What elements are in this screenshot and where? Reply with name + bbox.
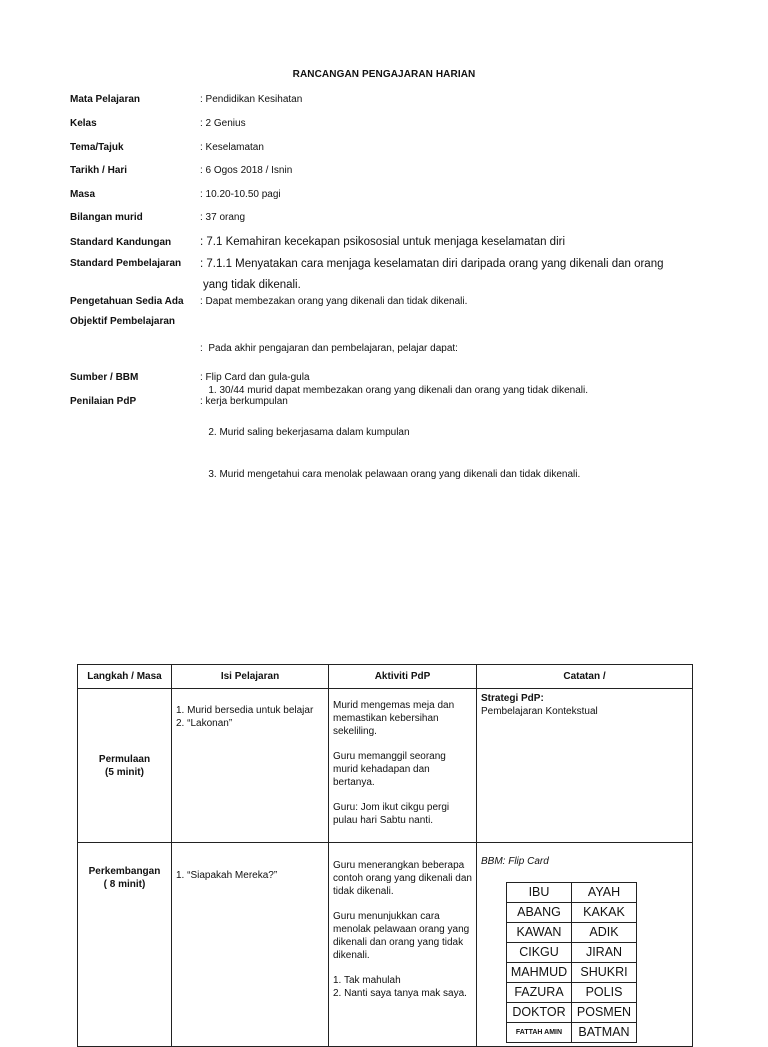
flip-card-row bbox=[507, 903, 637, 923]
field-value: : Pendidikan Kesihatan bbox=[200, 94, 303, 105]
activity-paragraph: 1. Tak mahulah 2. Nanti saya tanya mak saya. bbox=[333, 975, 467, 999]
flip-card: AYAH bbox=[572, 883, 637, 903]
field-value: : Keselamatan bbox=[200, 142, 264, 153]
flip-card: POSMEN bbox=[572, 1003, 637, 1023]
field-value-line: 2. Murid saling bekerjasama dalam kumpulan bbox=[200, 427, 410, 438]
flip-card: DOKTOR bbox=[507, 1003, 572, 1023]
flip-card: ABANG bbox=[507, 903, 572, 923]
field-label: Masa bbox=[70, 189, 96, 200]
field-label: Objektif Pembelajaran bbox=[70, 316, 176, 327]
field-label: Standard Pembelajaran bbox=[70, 258, 182, 269]
notes-heading: Strategi PdP: bbox=[481, 693, 544, 704]
notes-text: Pembelajaran Kontekstual bbox=[481, 706, 598, 717]
column-header: Catatan / bbox=[477, 665, 693, 689]
field-value bbox=[200, 314, 588, 510]
flip-card: ADIK bbox=[572, 923, 637, 943]
content-cell bbox=[172, 689, 329, 843]
content-item: 1. Murid bersedia untuk belajar bbox=[176, 705, 314, 716]
notes-cell bbox=[477, 843, 693, 1047]
flip-card: SHUKRI bbox=[572, 963, 637, 983]
flip-card: FAZURA bbox=[507, 983, 572, 1003]
notes-cell bbox=[477, 689, 693, 843]
flip-card: KAKAK bbox=[572, 903, 637, 923]
field-value: : Flip Card dan gula-gula bbox=[200, 372, 310, 383]
activity-paragraph: Guru memanggil seorang murid kehadapan dan bertanya. bbox=[333, 751, 446, 788]
page-title: RANCANGAN PENGAJARAN HARIAN bbox=[292, 69, 476, 80]
flip-card: IBU bbox=[507, 883, 572, 903]
column-header: Aktiviti PdP bbox=[329, 665, 477, 689]
content-cell bbox=[172, 843, 329, 1047]
field-label: Mata Pelajaran bbox=[70, 94, 141, 105]
lesson-plan-table bbox=[77, 664, 693, 1047]
flip-card: JIRAN bbox=[572, 943, 637, 963]
flip-card-row bbox=[507, 943, 637, 963]
table-row-perkembangan bbox=[78, 843, 693, 1047]
activity-paragraph: Murid mengemas meja dan memastikan kebersihan sekeliling. bbox=[333, 700, 455, 737]
flip-card-row bbox=[507, 983, 637, 1003]
step-name: Permulaan bbox=[98, 753, 151, 765]
field-label: Pengetahuan Sedia Ada bbox=[70, 296, 184, 307]
field-label: Penilaian PdP bbox=[70, 396, 137, 407]
field-value-line: 3. Murid mengetahui cara menolak pelawaan orang yang dikenali dan tidak dikenali. bbox=[200, 469, 581, 480]
flip-card: CIKGU bbox=[507, 943, 572, 963]
step-duration: (5 minit) bbox=[105, 766, 144, 778]
content-item: 2. “Lakonan” bbox=[176, 718, 233, 729]
activity-paragraph: Guru menunjukkan cara menolak pelawaan orang yang dikenali dan orang yang tidak dikenali. bbox=[333, 911, 470, 961]
flip-card: MAHMUD bbox=[507, 963, 572, 983]
flip-card-row bbox=[507, 1023, 637, 1043]
field-value: : 2 Genius bbox=[200, 118, 246, 129]
field-value: : kerja berkumpulan bbox=[200, 396, 288, 407]
step-name: Perkembangan bbox=[88, 866, 161, 877]
activity-cell bbox=[329, 843, 477, 1047]
table-row-permulaan bbox=[78, 689, 693, 843]
column-header: Langkah / Masa bbox=[78, 665, 172, 689]
field-value: : 7.1 Kemahiran kecekapan psikososial untuk menjaga keselamatan diri bbox=[200, 236, 566, 248]
flip-card: KAWAN bbox=[507, 923, 572, 943]
field-value-line: : Pada akhir pengajaran dan pembelajaran, pelajar dapat: bbox=[200, 343, 458, 354]
field-value: : 10.20-10.50 pagi bbox=[200, 189, 281, 200]
activity-paragraph: Guru: Jom ikut cikgu pergi pulau hari Sabtu nanti. bbox=[333, 802, 450, 826]
content-item: 1. “Siapakah Mereka?” bbox=[176, 870, 278, 881]
step-cell bbox=[78, 689, 172, 843]
field-label: Kelas bbox=[70, 118, 97, 129]
field-value bbox=[200, 254, 664, 296]
flip-card-row bbox=[507, 883, 637, 903]
flip-card: BATMAN bbox=[572, 1023, 637, 1043]
field-label: Bilangan murid bbox=[70, 212, 143, 223]
field-value-line: yang tidak dikenali. bbox=[203, 279, 301, 291]
table-header-row bbox=[78, 665, 693, 689]
step-duration: ( 8 minit) bbox=[103, 879, 146, 890]
activity-cell bbox=[329, 689, 477, 843]
field-value-line: : 7.1.1 Menyatakan cara menjaga keselamatan diri daripada orang yang dikenali dan orang bbox=[200, 258, 664, 270]
flip-card-grid bbox=[506, 882, 637, 1043]
field-label: Standard Kandungan bbox=[70, 237, 172, 248]
field-label: Tarikh / Hari bbox=[70, 165, 128, 176]
field-label: Tema/Tajuk bbox=[70, 142, 124, 153]
field-value-line: 1. 30/44 murid dapat membezakan orang yang dikenali dan orang yang tidak dikenali. bbox=[200, 385, 589, 396]
flip-card: FATTAH AMIN bbox=[507, 1023, 572, 1043]
field-label: Sumber / BBM bbox=[70, 372, 139, 383]
flip-card: POLIS bbox=[572, 983, 637, 1003]
activity-paragraph: Guru menerangkan beberapa contoh orang yang dikenali dan tidak dikenali. bbox=[333, 860, 472, 897]
field-value: : Dapat membezakan orang yang dikenali dan tidak dikenali. bbox=[200, 296, 468, 307]
field-value: : 37 orang bbox=[200, 212, 246, 223]
flip-card-row bbox=[507, 923, 637, 943]
notes-text: BBM: Flip Card bbox=[481, 856, 549, 867]
column-header: Isi Pelajaran bbox=[172, 665, 329, 689]
flip-card-row bbox=[507, 1003, 637, 1023]
step-cell bbox=[78, 843, 172, 1047]
flip-card-row bbox=[507, 963, 637, 983]
field-value: : 6 Ogos 2018 / Isnin bbox=[200, 165, 293, 176]
